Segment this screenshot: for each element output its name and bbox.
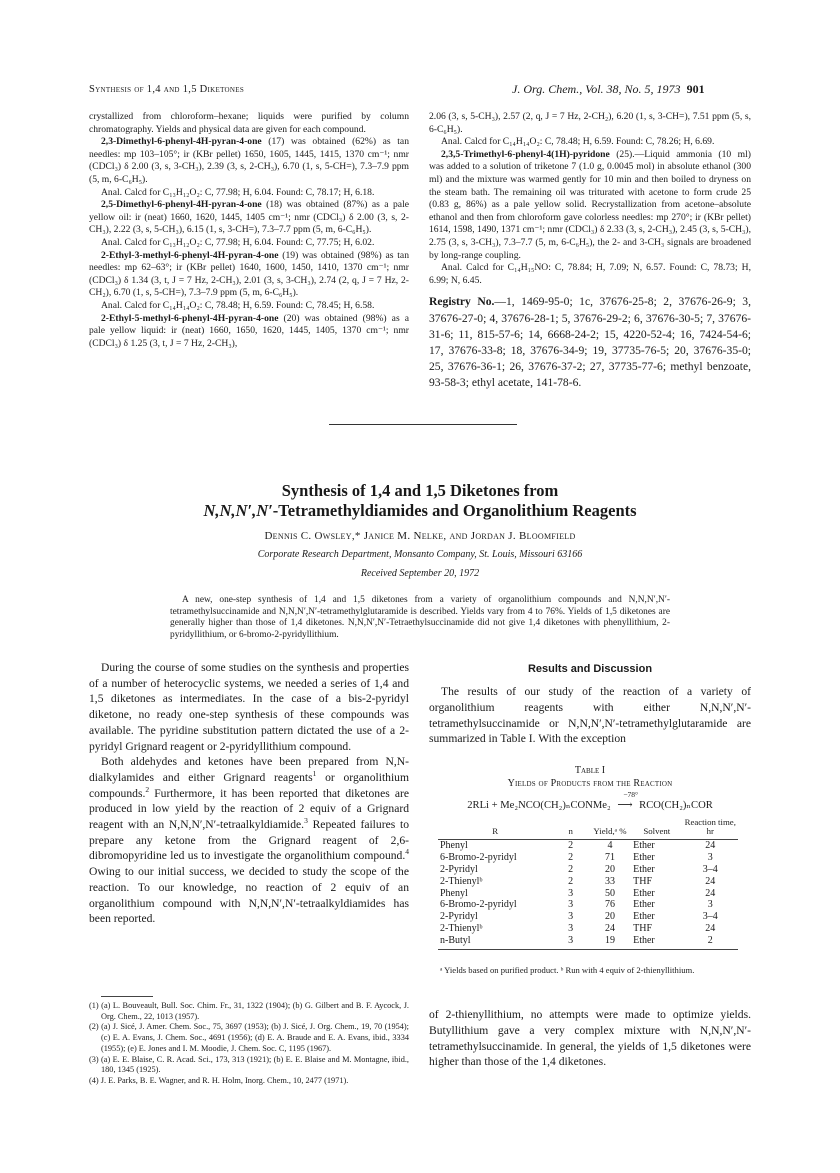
table-row: [438, 840, 738, 852]
footnotes: [89, 996, 409, 1087]
registry-list: —1, 1469-95-0; 1c, 37676-25-8; 2, 37676-26-9; 3, 37676-27-0; 4, 37676-28-1; 5, 37676-29-2; 6, 37676-30-5; 7, 37676-31-6; 11, 815-57-6; 14, 6668-24-2; 15, 4220-52-4; 16, 7424-54-6; 17, 37676-33-8; 18, 37676-34-9; 19, 37735-76-5; 20, 37676-35-0; 25, 37676-36-1; 26, 37676-37-2; 27, 37735-77-6; methyl benzoate, 93-58-3; ethyl acetate, 141-78-6.: [429, 295, 751, 390]
paragraph: The results of our study of the reaction of a variety of organolithium reagents with either N,N,N′,N′-tetramethylsuccinamide or N,N,N′,N′-tetramethylglutaramide are summarized in Table I. With the exception: [429, 685, 751, 746]
paragraph: crystallized from chloroform–hexane; liquids were purified by column chromatography. Yields and physical data are given for each compound.: [89, 111, 409, 135]
cell: 2-Pyridyl: [440, 864, 478, 875]
table-caption: Yields of Products from the Reaction: [507, 778, 673, 789]
analysis-line: Anal. Calcd for C₁₄H₁₄O₂: C, 78.48; H, 6.59. Found: C, 78.45; H, 6.58.: [101, 299, 375, 311]
table-row: [438, 876, 738, 888]
title-italic-part: N,N,N′,N′: [203, 501, 273, 520]
cell: 2-Thienylᵇ: [440, 875, 483, 887]
running-header-left: Synthesis of 1,4 and 1,5 Diketones: [89, 84, 245, 95]
table-row: [438, 864, 738, 876]
table-row: [438, 935, 738, 949]
cell: 71: [605, 852, 616, 864]
compound-data: (18) was obtained (87%) as a pale yellow oil: ir (neat) 1660, 1620, 1445, 1405 cm⁻¹; nmr (CDCl₃) δ 2.00 (3, s, 2-CH₃), 2.22 (3, s, 5-CH₃), 6.15 (1, s, 3-CH=), 7.3–7.7 ppm (5, m, 6-C₆H₅).: [89, 199, 409, 236]
footnote-ref: 2: [145, 784, 150, 794]
cell: 2: [683, 935, 738, 949]
cell: 24: [605, 922, 616, 934]
cell: Ether: [633, 899, 655, 911]
table-footnote: ᵃ Yields based on purified product. ᵇ Run with 4 equiv of 2-thienyllithium.: [440, 965, 695, 975]
cell: 2: [568, 864, 574, 875]
compound-name: 2,3,5-Trimethyl-6-phenyl-4(1H)-pyridone: [441, 148, 610, 160]
cell: Ether: [633, 864, 655, 875]
reaction-equation: [429, 790, 751, 811]
cell: 3: [707, 899, 713, 911]
products: RCO(CH₂)ₙCOR: [639, 800, 713, 811]
reactants: 2RLi + Me₂NCO(CH₂)ₙCONMe₂: [467, 800, 611, 811]
footnote-ref: 1: [312, 769, 317, 779]
cell: 2: [568, 840, 574, 852]
cell: THF: [633, 875, 653, 887]
intro-paragraph-2: [89, 754, 409, 927]
cell: 24: [705, 887, 716, 899]
cell: 20: [605, 864, 616, 875]
cell: 2-Pyridyl: [440, 911, 478, 923]
cell: 6-Bromo-2-pyridyl: [440, 852, 517, 864]
title-rest: -Tetramethyldiamides and Organolithium Reagents: [272, 501, 637, 520]
analysis-line: Anal. Calcd for C₁₃H₁₂O₂: C, 77.98; H, 6.04. Found: C, 78.17; H, 6.18.: [101, 186, 375, 198]
cell: 3: [552, 935, 589, 949]
column-header: Solvent: [643, 826, 671, 837]
cell: 3: [707, 852, 713, 864]
cell: Ether: [633, 840, 655, 852]
cell: 24: [705, 840, 716, 852]
text-run: Repeated failures to prepare any ketone from the Grignard reagent of 2,6-dibromopyridine led us to investigate the organolithium compound.: [89, 818, 409, 863]
footnote: (4) J. E. Parks, B. E. Wagner, and R. H. Holm, Inorg. Chem., 10, 2477 (1971).: [89, 1075, 349, 1085]
introduction: [89, 660, 409, 927]
compound-name: 2,5-Dimethyl-6-phenyl-4H-pyran-4-one: [101, 199, 262, 211]
cell: 2-Thienylᵇ: [440, 922, 483, 934]
cell: 76: [605, 899, 616, 911]
authors: Dennis C. Owsley,* Janice M. Nelke, and Jordan J. Bloomfield: [264, 530, 576, 542]
cell: 3: [568, 911, 574, 923]
cell: 3: [568, 922, 574, 934]
experimental-continued-left: [89, 111, 409, 350]
text-run: Owing to our initial success, we decided to study the scope of the reaction. To our knowledge, no reaction of 2 equiv of an organolithium compound with N,N,N′,N′-tetraalkyldiamides has been reported.: [89, 865, 409, 926]
table-row: [438, 911, 738, 923]
compound-19-paragraph: [89, 250, 409, 300]
reaction-arrow: −78° ⟶: [617, 790, 639, 811]
cell: Ether: [633, 887, 655, 899]
compound-18-paragraph: [89, 199, 409, 237]
table-number: Table I: [574, 765, 606, 776]
table-header-row: [438, 818, 738, 840]
compound-data: (25).—Liquid ammonia (10 ml) was added to a solution of triketone 7 (1.0 g, 0.0045 mol) in absolute ethanol (300 ml) and the mixture was warmed gently for 10 min and then boiled to dryness on the steam bath. The remaining oil was triturated with acetone to form crude 25 (0.83 g, 86%) as a pale yellow solid. Recrystallization from acetone–absolute ethanol and then from chloroform gave colorless needles: mp 270°; ir (KBr pellet) 1614, 1598, 1490, 1371 cm⁻¹; nmr (CDCl₃) δ 2.33 (3, s, 2-CH₃), 2.45 (3, s, 5-CH₃), 2.75 (3, s, 3-CH₃), 7.3–7.7 (5, m, 6-C₆H₅), the 2- and 3-CH₃ signals are broadened by long-range coupling.: [429, 148, 751, 261]
compound-17-paragraph: [89, 136, 409, 186]
analysis-line: Anal. Calcd for C₁₃H₁₂O₂: C, 77.98; H, 6.04. Found: C, 77.75; H, 6.02.: [101, 236, 375, 248]
column-header: Yield,ᵃ %: [593, 826, 627, 837]
compound-data: (19) was obtained (98%) as tan needles: mp 62–63°; ir (KBr pellet) 1640, 1600, 1450, 1410, 1370 cm⁻¹; nmr (CDCl₃) δ 1.34 (3, t, J = 7 Hz, 2-CH₃), 2.01 (3, s, 3-CH₃), 2.74 (2, q, J = 7 Hz, 2-CH₂), 6.70 (1, s, 5-CH=), 7.3–7.9 ppm (5, m, 6-C₆H₅).: [89, 249, 409, 299]
cell: 24: [705, 875, 716, 887]
column-header: Reaction time, hr: [684, 817, 736, 837]
table-row: [438, 899, 738, 911]
footnote: (3) (a) E. E. Blaise, C. R. Acad. Sci., 173, 313 (1921); (b) E. E. Blaise and M. Montagne, ibid., 180, 1345 (1925).: [89, 1054, 409, 1075]
reaction-condition: −78°: [623, 790, 639, 799]
cell: Ether: [633, 852, 655, 864]
results-paragraph-1: [429, 684, 751, 747]
intro-paragraph-1: During the course of some studies on the synthesis and properties of a number of heterocyclic systems, we needed a series of 1,4 and 1,5 diketones as intermediates. In the case of a bis-2-pyridyl diketone, no ready one-step synthesis of these compounds was available. The pyridine substitution pattern dictated the use of a 2-pyridyl Grignard reagent or 2-pyridyllithium compound.: [89, 661, 409, 753]
abstract: A new, one-step synthesis of 1,4 and 1,5 diketones from a variety of organolithium compounds and N,N,N′,N′-tetramethylsuccinamide and N,N,N′,N′-tetramethylglutaramide is described. Yields vary from 4 to 76%. Yields of 1,5 diketones are generally higher than those of 1,4 diketones. N,N,N′,N′-Tetraethylsuccinamide did not give 1,4 diketones with phenyllithium, 2-pyridyllithium, or 6-bromo-2-pyridyllithium.: [170, 595, 670, 640]
analysis-line: Anal. Calcd for C₁₄H₁₄O₂: C, 78.48; H, 6.59. Found: C, 78.26; H, 6.69.: [441, 136, 715, 148]
compound-data: (20) was obtained (98%) as a pale yellow liquid: ir (neat) 1660, 1650, 1620, 1445, 1405, 1370 cm⁻¹; nmr (CDCl₃) δ 1.25 (3, t, J = 7 Hz, 2-CH₃),: [89, 312, 409, 349]
cell: 3: [568, 887, 574, 899]
running-header-right: [512, 82, 705, 97]
text-run: Both aldehydes and ketones have been prepared from N,N-dialkylamides and either Grignard reagents: [89, 755, 409, 784]
cell: 6-Bromo-2-pyridyl: [440, 899, 517, 911]
table-row: [438, 923, 738, 935]
paragraph: 2.06 (3, s, 5-CH₃), 2.57 (2, q, J = 7 Hz, 2-CH₂), 6.20 (1, s, 3-CH=), 7.51 ppm (5, s, 6-C₆H₅).: [429, 111, 751, 135]
cell: 2: [568, 875, 574, 887]
experimental-continued-right: [429, 111, 751, 392]
cell: 19: [589, 935, 631, 949]
registry-numbers: [429, 294, 751, 391]
section-heading: Results and Discussion: [527, 663, 653, 675]
text-run: Furthermore, it has been reported that diketones are produced in low yield by the reaction of 2 equiv of a Grignard reagent with an N,N,N′,N′-tetraalkyldiamide.: [89, 786, 409, 832]
compound-name: 2-Ethyl-5-methyl-6-phenyl-4H-pyran-4-one: [101, 312, 279, 324]
cell: 50: [605, 887, 616, 899]
table-row: [438, 852, 738, 864]
cell: Ether: [631, 935, 682, 949]
cell: 20: [605, 911, 616, 923]
article-title-line2: [89, 501, 751, 521]
received-date: Received September 20, 1972: [360, 568, 480, 579]
cell: 33: [605, 875, 616, 887]
column-header: n: [568, 826, 573, 837]
results-paragraph-2: [429, 1007, 751, 1070]
compound-25-paragraph: [429, 149, 751, 262]
journal-citation: J. Org. Chem., Vol. 38, No. 5, 1973: [512, 82, 681, 96]
cell: 24: [705, 922, 716, 934]
analysis-line: Anal. Calcd for C₁₄H₁₅NO: C, 78.84; H, 7.09; N, 6.57. Found: C, 78.73; H, 6.99; N, 6.45.: [429, 262, 751, 286]
column-header: R: [492, 826, 499, 837]
footnote: (1) (a) L. Bouveault, Bull. Soc. Chim. Fr., 31, 1322 (1904); (b) G. Gilbert and B. F. Aycock, J. Org. Chem., 22, 1013 (1957).: [89, 1001, 409, 1021]
paragraph: of 2-thienyllithium, no attempts were made to optimize yields. Butyllithium gave a very complex mixture with N,N,N′,N′-tetramethylsuccinamide. In general, the yields of 1,5 diketones were higher than those of the 1,4 diketones.: [429, 1008, 751, 1069]
cell: 2: [568, 852, 574, 864]
text-run: or organolithium compounds.: [89, 770, 409, 800]
cell: 3: [568, 899, 574, 911]
cell: Phenyl: [440, 840, 468, 852]
footnote-rule: [101, 996, 153, 997]
footnote-ref: 4: [405, 847, 409, 857]
compound-name: 2-Ethyl-3-methyl-6-phenyl-4H-pyran-4-one: [101, 249, 279, 261]
cell: Phenyl: [440, 887, 468, 899]
cell: THF: [633, 922, 653, 934]
table-row: [438, 888, 738, 900]
cell: Ether: [633, 911, 655, 923]
affiliation: Corporate Research Department, Monsanto Company, St. Louis, Missouri 63166: [257, 549, 583, 560]
registry-label: Registry No.: [429, 295, 495, 309]
footnote: (2) (a) J. Sicé, J. Amer. Chem. Soc., 75, 3697 (1953); (b) J. Sicé, J. Org. Chem., 19, 70 (1954); (c) E. A. Evans, J. Chem. Soc., 4691 (1956); (d) E. A. Braude and E. A. Evans, ibid., 3334 (1955); (e) E. Jones and I. M. Moodie, J. Chem. Soc. C, 1195 (1967).: [89, 1022, 409, 1053]
compound-data: (17) was obtained (62%) as tan needles: mp 103–105°; ir (KBr pellet) 1650, 1605, 1445, 1415, 1370 cm⁻¹; nmr (CDCl₃) δ 2.00 (3, s, 3-CH₃), 2.39 (3, s, 2-CH₃), 6.70 (1, s, 5-CH=), 7.3–7.9 ppm (5, m, 6-C₆H₅).: [89, 136, 409, 185]
footnote-ref: 3: [304, 816, 308, 826]
page-number: 901: [686, 82, 705, 96]
compound-20-paragraph: [89, 313, 409, 351]
cell: n-Butyl: [438, 935, 552, 949]
section-divider: [329, 424, 517, 425]
yields-table: [438, 818, 738, 950]
cell: 3–4: [702, 911, 718, 923]
compound-name: 2,3-Dimethyl-6-phenyl-4H-pyran-4-one: [101, 136, 262, 148]
article-title-line1: Synthesis of 1,4 and 1,5 Diketones from: [281, 481, 559, 500]
cell: 4: [607, 840, 613, 852]
cell: 3–4: [702, 864, 718, 875]
